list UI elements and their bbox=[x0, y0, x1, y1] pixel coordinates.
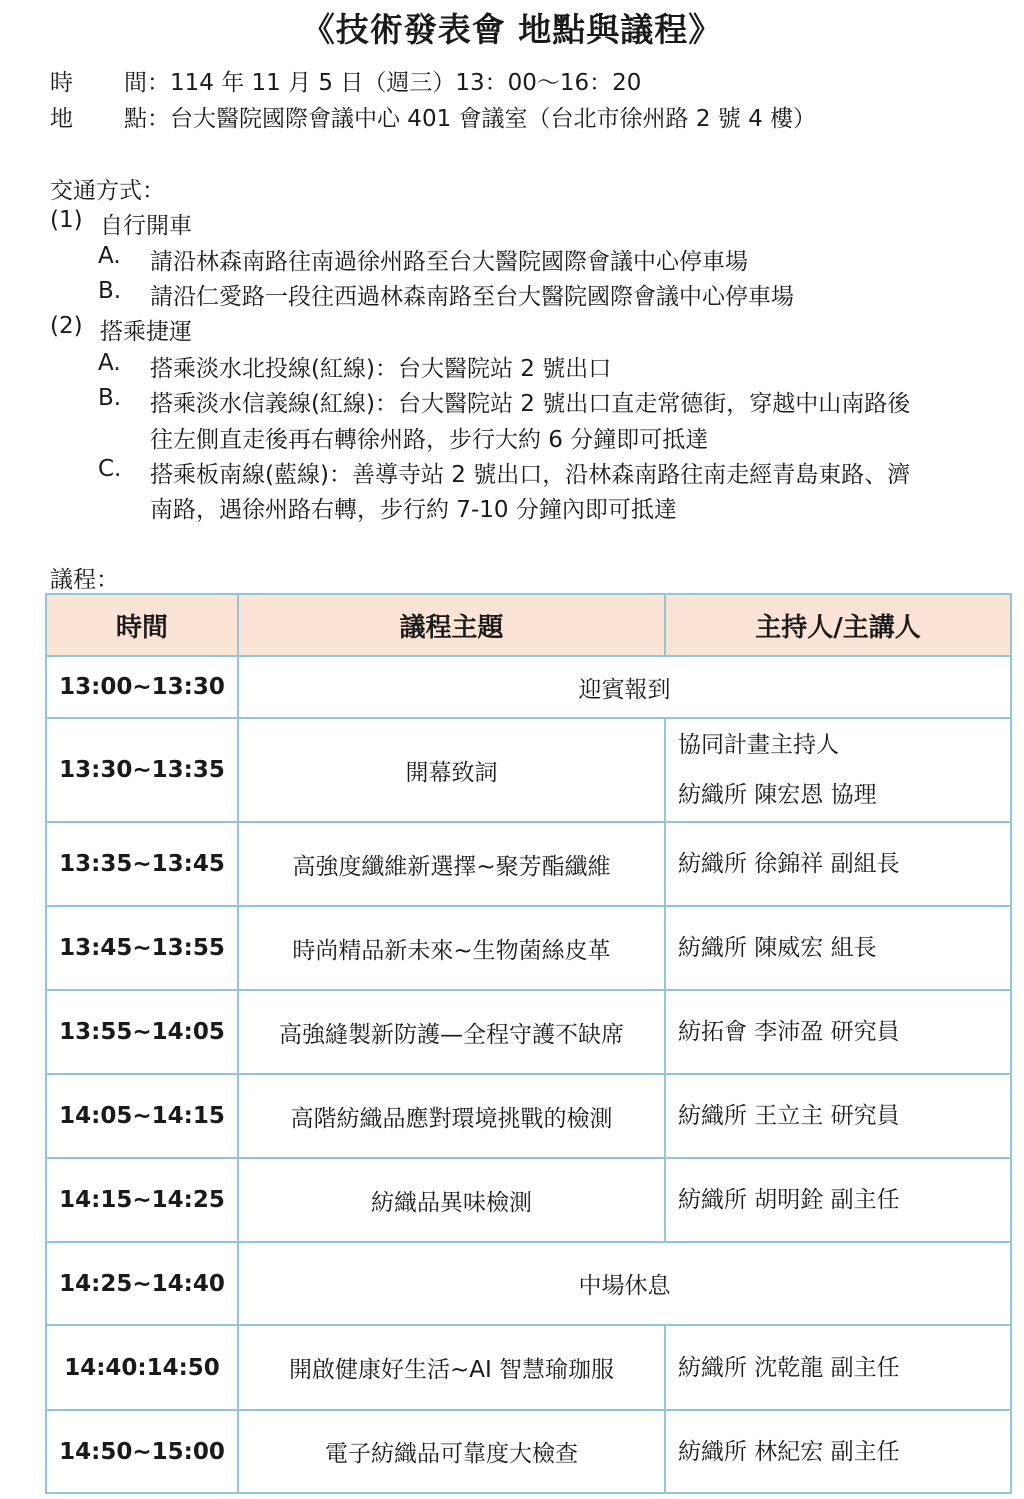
place-label-b: 點： bbox=[124, 106, 170, 132]
transport-group-label: 自行開車 bbox=[100, 213, 192, 239]
agenda-topic: 電子紡織品可靠度大檢查 bbox=[238, 1410, 665, 1493]
transport-item-letter: B. bbox=[98, 385, 122, 411]
transport-item-text: 搭乘淡水信義線(紅線)：台大醫院站 2 號出口直走常德街，穿越中山南路後 bbox=[150, 391, 911, 417]
agenda-row bbox=[46, 1325, 1011, 1410]
agenda-topic: 開幕致詞 bbox=[238, 718, 665, 822]
agenda-time: 13:55~14:05 bbox=[46, 990, 238, 1074]
agenda-time: 14:15~14:25 bbox=[46, 1158, 238, 1242]
agenda-host-line: 紡織所 陳威宏 組長 bbox=[678, 935, 877, 961]
time-label-a: 時 bbox=[50, 70, 73, 96]
agenda-topic: 高強度纖維新選擇~聚芳酯纖維 bbox=[238, 822, 665, 906]
agenda-host bbox=[665, 718, 1011, 822]
agenda-host bbox=[665, 822, 1011, 906]
agenda-host bbox=[665, 1158, 1011, 1242]
agenda-heading: 議程： bbox=[50, 567, 119, 593]
transport-group-label: 搭乘捷運 bbox=[100, 319, 192, 345]
place-label-a: 地 bbox=[50, 106, 73, 132]
agenda-topic: 開啟健康好生活~AI 智慧瑜珈服 bbox=[238, 1325, 665, 1410]
agenda-topic: 高強縫製新防護—全程守護不缺席 bbox=[238, 990, 665, 1074]
agenda-host bbox=[665, 1325, 1011, 1410]
agenda-row bbox=[46, 718, 1011, 822]
transport-group-num: (2) bbox=[50, 313, 83, 339]
column-header-topic: 議程主題 bbox=[238, 594, 665, 656]
agenda-time: 13:45~13:55 bbox=[46, 906, 238, 990]
transport-item-letter: C. bbox=[98, 456, 122, 482]
agenda-host-line: 紡拓會 李沛盈 研究員 bbox=[678, 1019, 900, 1045]
agenda-time: 13:35~13:45 bbox=[46, 822, 238, 906]
transport-item-letter: A. bbox=[98, 350, 121, 376]
transport-item-text: 請沿仁愛路一段往西過林森南路至台大醫院國際會議中心停車場 bbox=[150, 284, 794, 310]
agenda-host-line: 紡織所 胡明銓 副主任 bbox=[678, 1187, 900, 1213]
agenda-row bbox=[46, 1410, 1011, 1493]
agenda-row bbox=[46, 822, 1011, 906]
agenda-topic: 迎賓報到 bbox=[238, 656, 1011, 718]
transport-item-letter: B. bbox=[98, 278, 122, 304]
agenda-row bbox=[46, 656, 1011, 718]
column-header-time: 時間 bbox=[46, 594, 238, 656]
place-value: 台大醫院國際會議中心 401 會議室（台北市徐州路 2 號 4 樓） bbox=[170, 106, 817, 132]
agenda-time: 14:40:14:50 bbox=[46, 1325, 238, 1410]
transport-item-text: 南路，遇徐州路右轉，步行約 7-10 分鐘內即可抵達 bbox=[150, 497, 677, 523]
agenda-topic: 時尚精品新未來~生物菌絲皮革 bbox=[238, 906, 665, 990]
transport-item-text: 搭乘淡水北投線(紅線)：台大醫院站 2 號出口 bbox=[150, 356, 612, 382]
agenda-time: 13:00~13:30 bbox=[46, 656, 238, 718]
agenda-row bbox=[46, 906, 1011, 990]
agenda-time: 14:25~14:40 bbox=[46, 1242, 238, 1325]
time-label-b: 間： bbox=[124, 70, 170, 96]
agenda-header-row bbox=[46, 594, 1011, 656]
page-title: 《技術發表會 地點與議程》 bbox=[301, 10, 723, 49]
transport-item-text: 搭乘板南線(藍線)：善導寺站 2 號出口，沿林森南路往南走經青島東路、濟 bbox=[150, 462, 911, 488]
agenda-table bbox=[45, 593, 1012, 1494]
transport-group-num: (1) bbox=[50, 207, 83, 233]
agenda-host-line: 紡織所 沈乾龍 副主任 bbox=[678, 1354, 900, 1381]
agenda-host bbox=[665, 1410, 1011, 1493]
agenda-host bbox=[665, 1074, 1011, 1158]
agenda-host-line: 紡織所 徐錦祥 副組長 bbox=[678, 851, 900, 877]
agenda-host bbox=[665, 990, 1011, 1074]
agenda-host bbox=[665, 906, 1011, 990]
agenda-host-line: 紡織所 林紀宏 副主任 bbox=[678, 1438, 900, 1465]
agenda-topic: 高階紡織品應對環境挑戰的檢測 bbox=[238, 1074, 665, 1158]
transport-item-text: 請沿林森南路往南過徐州路至台大醫院國際會議中心停車場 bbox=[150, 249, 748, 275]
agenda-topic: 中場休息 bbox=[238, 1242, 1011, 1325]
agenda-topic: 紡織品異味檢測 bbox=[238, 1158, 665, 1242]
agenda-time: 13:30~13:35 bbox=[46, 718, 238, 822]
agenda-row bbox=[46, 1242, 1011, 1325]
agenda-time: 14:05~14:15 bbox=[46, 1074, 238, 1158]
agenda-row bbox=[46, 1158, 1011, 1242]
agenda-host-line: 協同計畫主持人 bbox=[678, 732, 839, 758]
time-value: 114 年 11 月 5 日（週三）13：00～16：20 bbox=[170, 70, 642, 96]
agenda-host-line: 紡織所 王立主 研究員 bbox=[678, 1103, 900, 1129]
agenda-host-line: 紡織所 陳宏恩 協理 bbox=[678, 782, 877, 808]
agenda-row bbox=[46, 990, 1011, 1074]
transport-heading: 交通方式： bbox=[50, 178, 165, 204]
column-header-host: 主持人/主講人 bbox=[665, 594, 1011, 656]
transport-item-letter: A. bbox=[98, 243, 121, 269]
agenda-time: 14:50~15:00 bbox=[46, 1410, 238, 1493]
transport-item-text: 往左側直走後再右轉徐州路，步行大約 6 分鐘即可抵達 bbox=[150, 427, 709, 453]
agenda-row bbox=[46, 1074, 1011, 1158]
